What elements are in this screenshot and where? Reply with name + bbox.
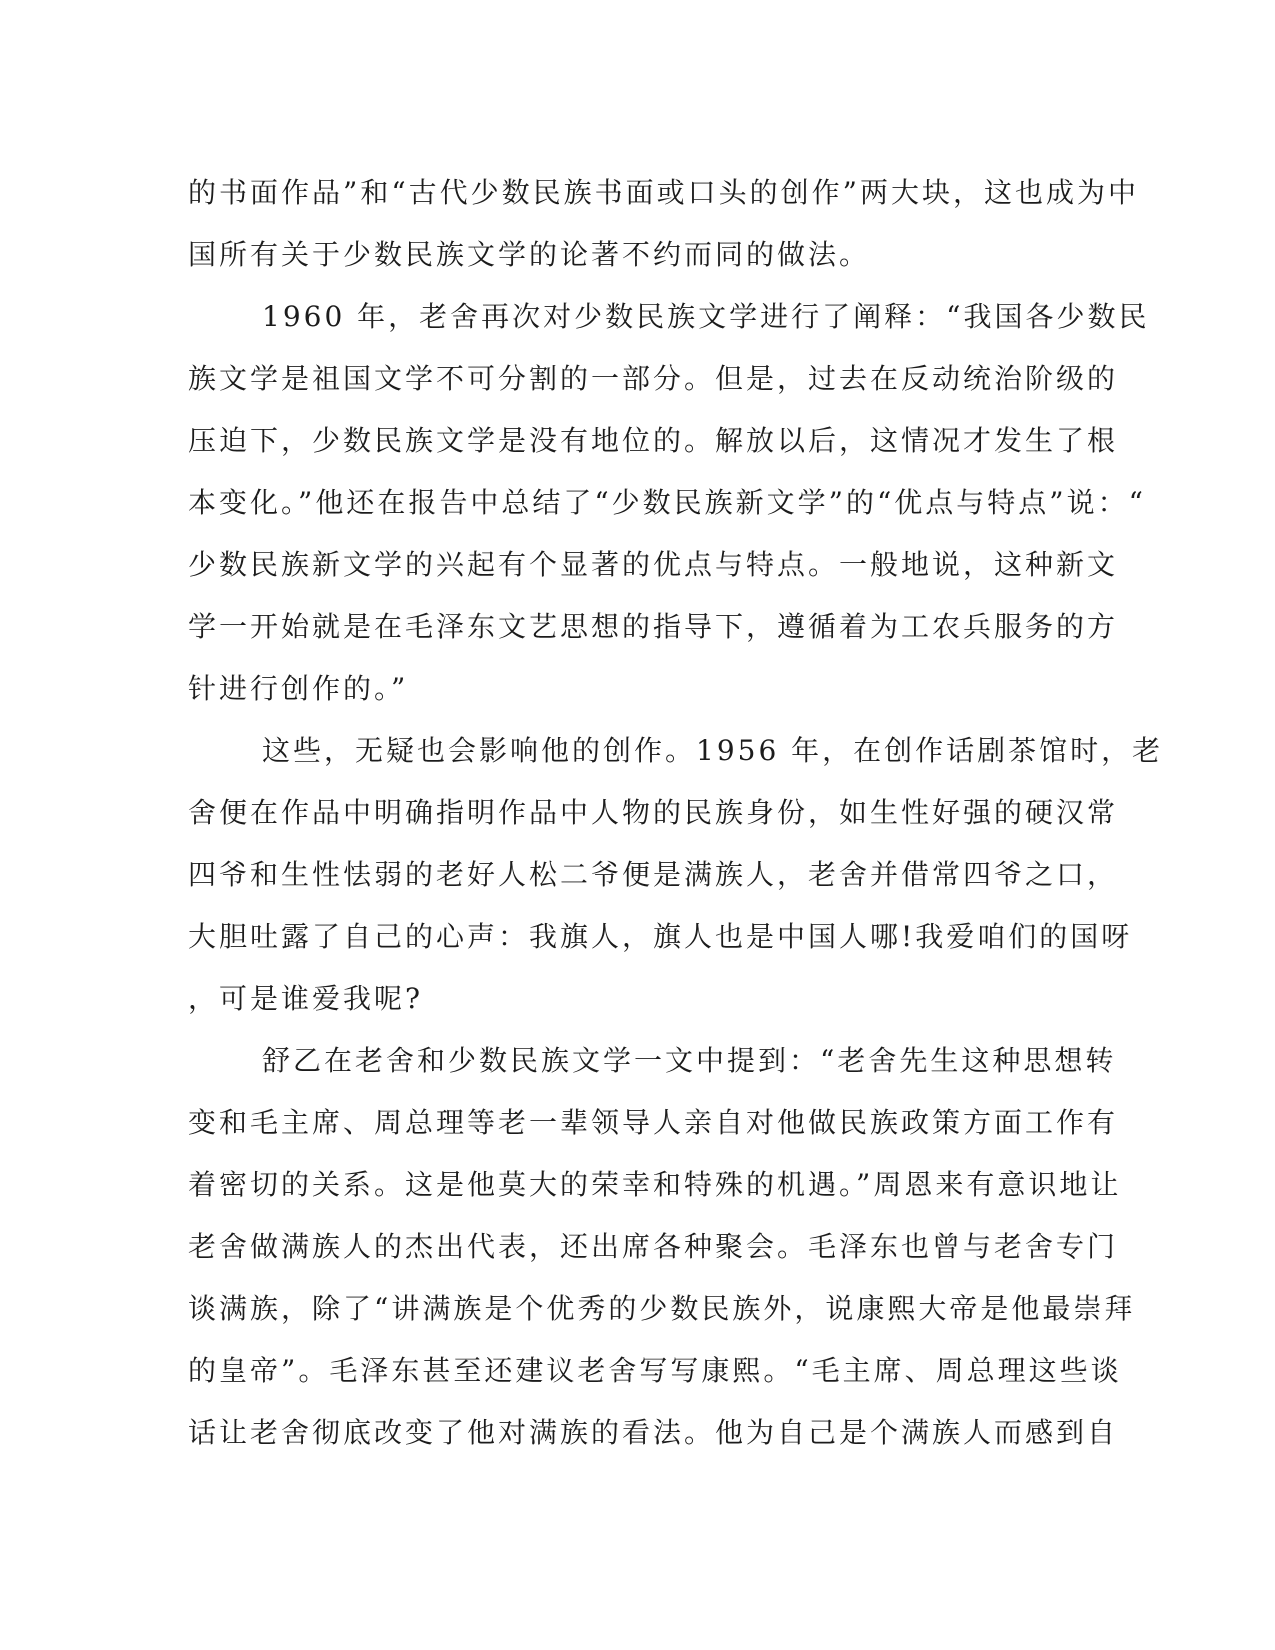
- paragraph-first-line: 舒乙在老舍和少数民族文学一文中提到：“老舍先生这种思想转: [262, 1044, 1117, 1077]
- text-line: 舍便在作品中明确指明作品中人物的民族身份，如生性好强的硬汉常: [188, 796, 1119, 829]
- text-line: 着密切的关系。这是他莫大的荣幸和特殊的机遇。”周恩来有意识地让: [188, 1168, 1122, 1201]
- text-line: 谈满族，除了“讲满族是个优秀的少数民族外，说康熙大帝是他最崇拜: [188, 1292, 1136, 1325]
- paragraph-first-line: 这些，无疑也会影响他的创作。1956 年，在创作话剧茶馆时，老: [262, 734, 1164, 767]
- text-line: 学一开始就是在毛泽东文艺思想的指导下，遵循着为工农兵服务的方: [188, 610, 1119, 643]
- text-line: 大胆吐露了自己的心声：我旗人，旗人也是中国人哪!我爱咱们的国呀: [188, 920, 1133, 953]
- text-line: 本变化。”他还在报告中总结了“少数民族新文学”的“优点与特点”说：“: [188, 486, 1146, 519]
- text-line: 国所有关于少数民族文学的论著不约而同的做法。: [188, 238, 871, 271]
- text-line: 的皇帝”。毛泽东甚至还建议老舍写写康熙。“毛主席、周总理这些谈: [188, 1354, 1122, 1387]
- text-line: 族文学是祖国文学不可分割的一部分。但是，过去在反动统治阶级的: [188, 362, 1119, 395]
- body-text: [188, 162, 1164, 1464]
- text-line: ，可是谁爱我呢?: [188, 982, 424, 1015]
- text-line: 的书面作品”和“古代少数民族书面或口头的创作”两大块，这也成为中: [188, 176, 1139, 209]
- paragraph-first-line: 1960 年，老舍再次对少数民族文学进行了阐释：“我国各少数民: [262, 300, 1150, 333]
- text-line: 老舍做满族人的杰出代表，还出席各种聚会。毛泽东也曾与老舍专门: [188, 1230, 1119, 1263]
- text-line: 针进行创作的。”: [188, 672, 409, 705]
- text-line: 变和毛主席、周总理等老一辈领导人亲自对他做民族政策方面工作有: [188, 1106, 1119, 1139]
- text-line: 压迫下，少数民族文学是没有地位的。解放以后，这情况才发生了根: [188, 424, 1119, 457]
- text-line: 四爷和生性怯弱的老好人松二爷便是满族人，老舍并借常四爷之口，: [188, 858, 1119, 891]
- text-line: 少数民族新文学的兴起有个显著的优点与特点。一般地说，这种新文: [188, 548, 1119, 581]
- text-line: 话让老舍彻底改变了他对满族的看法。他为自己是个满族人而感到自: [188, 1416, 1119, 1449]
